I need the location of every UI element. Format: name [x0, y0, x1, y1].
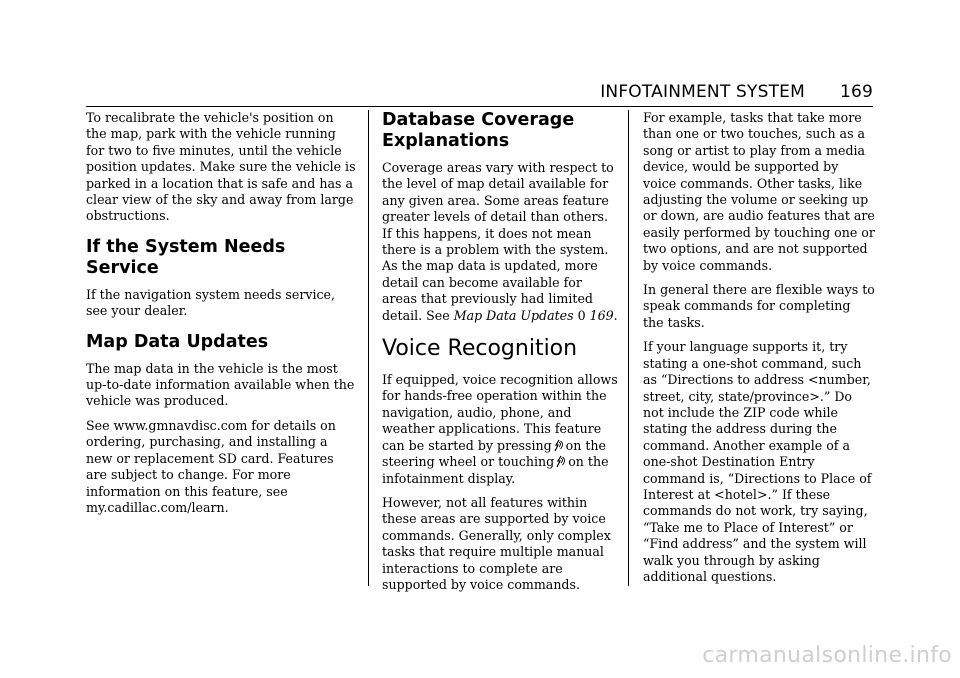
voice-recognition-heading: Voice Recognition	[382, 336, 578, 362]
page-header	[0, 82, 873, 106]
coverage-heading: Database Coverage Explanations	[382, 110, 575, 151]
voice-button-icon	[554, 439, 564, 452]
voice-display-icon	[556, 455, 566, 468]
voice-text-a: If equipped, voice recognition allows for hands-free operation within the navigation, audio, phone, and weather applications. This feature can be started by pressing	[382, 372, 618, 453]
column-1	[86, 110, 356, 524]
voice-text-c: on the infotainment display.	[382, 454, 609, 486]
voice-paragraph-1	[382, 372, 618, 487]
column-divider-2	[628, 110, 629, 586]
page-ref-arrow: 0	[577, 307, 586, 323]
section-title: INFOTAINMENT SYSTEM	[600, 82, 805, 102]
column-3	[643, 110, 875, 593]
map-updates-heading: Map Data Updates	[86, 331, 269, 352]
page-number: 169	[839, 82, 873, 102]
map-data-updates-link[interactable]: Map Data Updates	[453, 307, 574, 323]
service-heading: If the System Needs Service	[86, 236, 286, 278]
header-rule	[86, 106, 873, 107]
recalibrate-paragraph: To recalibrate the vehicle's position on the map, park with the vehicle running for two to five minutes, until the vehicle position updates. Make sure the vehicle is parked in a location that is safe and has a clear view of the sky and away from large obstructions.	[86, 110, 356, 224]
column-2	[382, 110, 618, 601]
watermark: carmanualsonline.info	[702, 643, 952, 668]
one-shot-paragraph: If your language supports it, try stating a one-shot command, such as “Directions to address <number, street, city, state/province>.” Do not include the ZIP code while stating the address during the command. Another example of a one-shot Destination Entry command is, “Directions to Place of Interest at <hotel>.” If these commands do not work, try saying, “Take me to Place of Interest” or “Find address” and the system will walk you through by asking additional questions.	[643, 339, 872, 584]
flexible-ways-paragraph: In general there are flexible ways to speak commands for completing the tasks.	[643, 282, 875, 330]
map-updates-paragraph-2: See www.gmnavdisc.com for details on ordering, purchasing, and installing a new or replacement SD card. Features are subject to change. For more information on this feature, see my.cadillac.com/learn.	[86, 417, 336, 515]
voice-text-b: on the steering wheel or touching	[382, 437, 606, 470]
page-ref-number[interactable]: 169	[589, 307, 614, 323]
example-paragraph: For example, tasks that take more than one or two touches, such as a song or artist to play from a media device, would be supported by voice commands. Other tasks, like adjusting the volume or seeking up or down, are audio features that are easily performed by touching one or two options, and are not supported by voice commands.	[643, 110, 875, 273]
service-paragraph: If the navigation system needs service, see your dealer.	[86, 286, 336, 319]
coverage-end: .	[613, 307, 618, 323]
coverage-text: Coverage areas vary with respect to the level of map detail available for any given area. Some areas feature greater levels of detail than others. If this happens, it does not mean there is a problem with the system. As the map data is updated, more detail can become available for areas that previously had limited detail. See	[382, 160, 614, 323]
coverage-paragraph	[382, 160, 618, 324]
map-updates-paragraph-1: The map data in the vehicle is the most up-to-date information available when the vehicle was produced.	[86, 360, 355, 409]
voice-paragraph-2: However, not all features within these areas are supported by voice commands. Generally, only complex tasks that require multiple manual interactions to complete are supported by voice commands.	[382, 494, 611, 592]
column-divider-1	[368, 110, 369, 586]
